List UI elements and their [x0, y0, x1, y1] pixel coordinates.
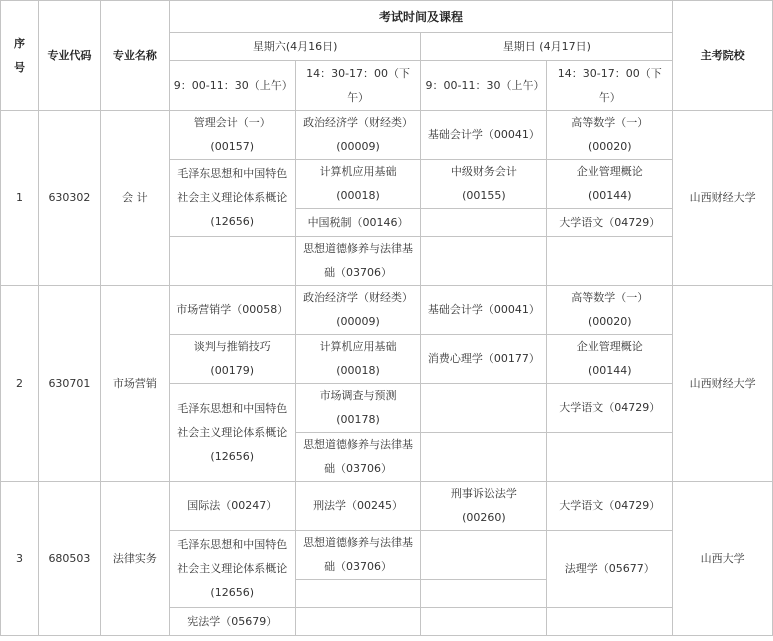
course-cell: 大学语文（04729）: [547, 384, 673, 433]
empty-cell: [295, 608, 421, 636]
major-code: 680503: [38, 482, 100, 636]
course-cell: 计算机应用基础 (00018): [295, 335, 421, 384]
course-cell: 毛泽东思想和中国特色 社会主义理论体系概论 (12656): [169, 531, 295, 608]
major-name: 会 计: [100, 111, 169, 286]
empty-cell: [295, 580, 421, 608]
course-cell: 高等数学（一） (00020): [547, 111, 673, 160]
major-code: 630701: [38, 286, 100, 482]
course-cell: 国际法（00247）: [169, 482, 295, 531]
major-name: 法律实务: [100, 482, 169, 636]
course-cell: 刑事诉讼法学 (00260): [421, 482, 547, 531]
course-cell: 法理学（05677）: [547, 531, 673, 608]
course-cell: 计算机应用基础 (00018): [295, 160, 421, 209]
course-cell: 思想道德修养与法律基 础（03706）: [295, 433, 421, 482]
major-seq: 3: [1, 482, 39, 636]
header-major-name: 专业名称: [100, 1, 169, 111]
course-cell: 谈判与推销技巧 (00179): [169, 335, 295, 384]
empty-cell: [547, 433, 673, 482]
header-sat-morning: 9：00-11：30（上午）: [169, 61, 295, 111]
course-cell: 思想道德修养与法律基 础（03706）: [295, 237, 421, 286]
empty-cell: [421, 237, 547, 286]
major-seq: 2: [1, 286, 39, 482]
major-seq: 1: [1, 111, 39, 286]
course-cell: 高等数学（一） (00020): [547, 286, 673, 335]
empty-cell: [547, 237, 673, 286]
course-cell: 消费心理学（00177）: [421, 335, 547, 384]
header-sun-afternoon: 14：30-17：00（下 午）: [547, 61, 673, 111]
header-major-code: 专业代码: [38, 1, 100, 111]
school-name: 山西财经大学: [673, 286, 773, 482]
empty-cell: [169, 237, 295, 286]
course-cell: 企业管理概论 (00144): [547, 335, 673, 384]
course-cell: 大学语文（04729）: [547, 209, 673, 237]
empty-cell: [421, 580, 547, 608]
course-cell: 刑法学（00245）: [295, 482, 421, 531]
empty-cell: [421, 433, 547, 482]
empty-cell: [421, 531, 547, 580]
empty-cell: [547, 608, 673, 636]
course-cell: 大学语文（04729）: [547, 482, 673, 531]
course-cell: 毛泽东思想和中国特色 社会主义理论体系概论 (12656): [169, 384, 295, 482]
course-cell: 市场调查与预测 (00178): [295, 384, 421, 433]
empty-cell: [421, 608, 547, 636]
major-code: 630302: [38, 111, 100, 286]
course-cell: 市场营销学（00058）: [169, 286, 295, 335]
header-school: 主考院校: [673, 1, 773, 111]
school-name: 山西财经大学: [673, 111, 773, 286]
header-exam-time-course: 考试时间及课程: [169, 1, 672, 33]
course-cell: 宪法学（05679）: [169, 608, 295, 636]
course-cell: 政治经济学（财经类） (00009): [295, 286, 421, 335]
course-cell: 中级财务会计 (00155): [421, 160, 547, 209]
course-cell: 基础会计学（00041）: [421, 111, 547, 160]
course-cell: 毛泽东思想和中国特色 社会主义理论体系概论 (12656): [169, 160, 295, 237]
course-cell: 企业管理概论 (00144): [547, 160, 673, 209]
course-cell: 基础会计学（00041）: [421, 286, 547, 335]
course-cell: 管理会计（一） (00157): [169, 111, 295, 160]
course-cell: 中国税制（00146）: [295, 209, 421, 237]
header-sat-afternoon: 14：30-17：00（下 午）: [295, 61, 421, 111]
header-day-saturday: 星期六(4月16日): [169, 33, 421, 61]
course-cell: 政治经济学（财经类） (00009): [295, 111, 421, 160]
course-cell: 思想道德修养与法律基 础（03706）: [295, 531, 421, 580]
header-seq: 序 号: [1, 1, 39, 111]
school-name: 山西大学: [673, 482, 773, 636]
empty-cell: [421, 384, 547, 433]
header-sun-morning: 9：00-11：30（上午）: [421, 61, 547, 111]
header-day-sunday: 星期日 (4月17日): [421, 33, 673, 61]
empty-cell: [421, 209, 547, 237]
major-name: 市场营销: [100, 286, 169, 482]
